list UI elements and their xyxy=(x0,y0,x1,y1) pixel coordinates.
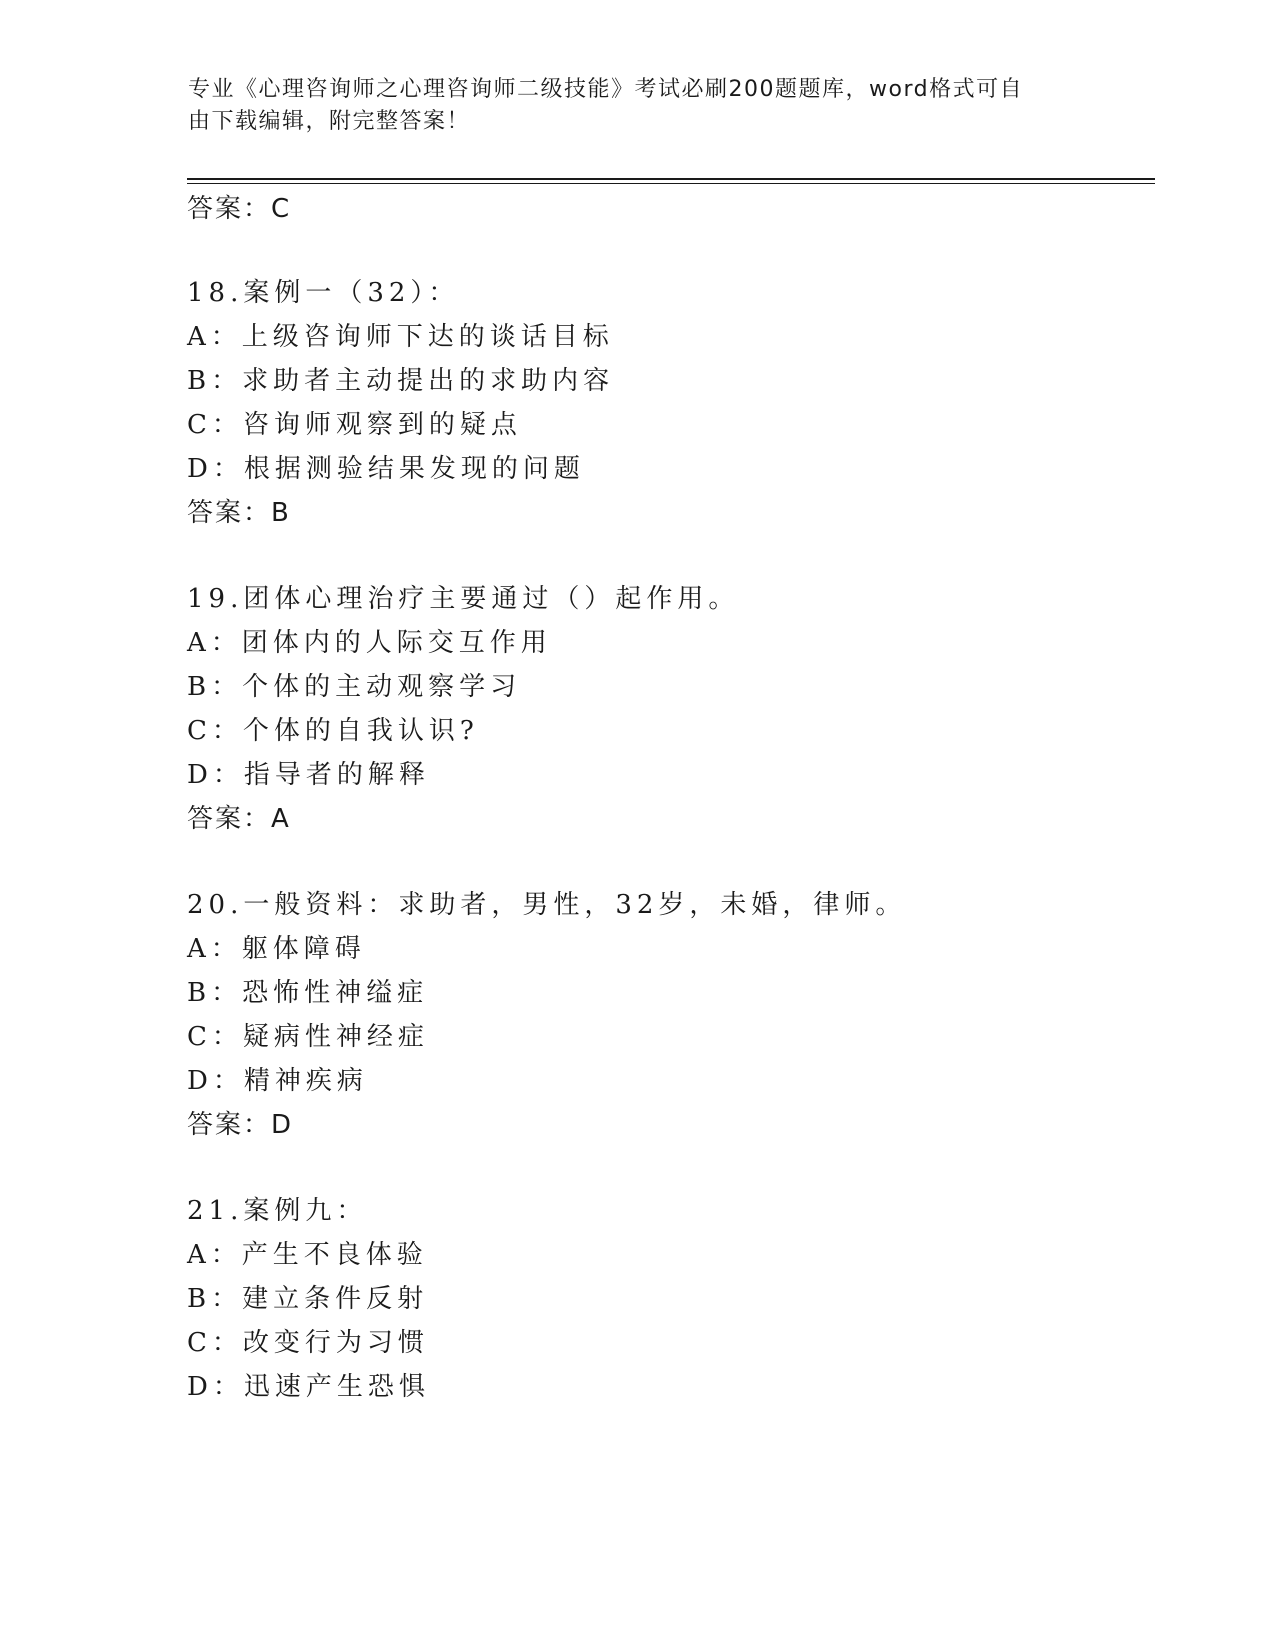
question-19-option-a: A：团体内的人际交互作用 xyxy=(187,628,552,658)
question-21-stem: 21.案例九： xyxy=(187,1196,368,1226)
question-21-option-b: B：建立条件反射 xyxy=(187,1284,429,1314)
question-21-option-d: D：迅速产生恐惧 xyxy=(187,1372,430,1402)
question-18-option-c: C：咨询师观察到的疑点 xyxy=(187,410,522,440)
question-18-option-a: A：上级咨询师下达的谈话目标 xyxy=(187,322,614,352)
question-20-option-b: B：恐怖性神缢症 xyxy=(187,978,429,1008)
question-18-option-d: D：根据测验结果发现的问题 xyxy=(187,454,585,484)
question-18-answer: 答案：B xyxy=(187,498,291,528)
question-19-option-d: D：指导者的解释 xyxy=(187,760,430,790)
question-19-answer: 答案：A xyxy=(187,804,291,834)
question-20-answer: 答案：D xyxy=(187,1110,294,1140)
question-19-option-b: B：个体的主动观察学习 xyxy=(187,672,522,702)
document-header xyxy=(188,74,1068,138)
question-20-option-d: D：精神疾病 xyxy=(187,1066,368,1096)
question-20-option-a: A：躯体障碍 xyxy=(187,934,366,964)
question-19-stem: 19.团体心理治疗主要通过（）起作用。 xyxy=(187,584,740,614)
question-18-option-b: B：求助者主动提出的求助内容 xyxy=(187,366,615,396)
previous-answer: 答案：C xyxy=(187,194,292,224)
question-21-option-a: A：产生不良体验 xyxy=(187,1240,428,1270)
question-20-stem: 20.一般资料：求助者，男性，32岁，未婚，律师。 xyxy=(187,890,907,920)
header-intro-line-1: 专业《心理咨询师之心理咨询师二级技能》考试必刷200题题库，word格式可自 xyxy=(188,77,1024,102)
header-intro-line-2: 由下载编辑，附完整答案！ xyxy=(188,109,471,134)
question-18-stem: 18.案例一（32）： xyxy=(187,278,460,308)
header-divider-thin xyxy=(187,183,1155,184)
question-21-option-c: C：改变行为习惯 xyxy=(187,1328,429,1358)
question-19-option-c: C：个体的自我认识? xyxy=(187,716,479,746)
question-20-option-c: C：疑病性神经症 xyxy=(187,1022,429,1052)
header-divider-thick xyxy=(187,178,1155,180)
